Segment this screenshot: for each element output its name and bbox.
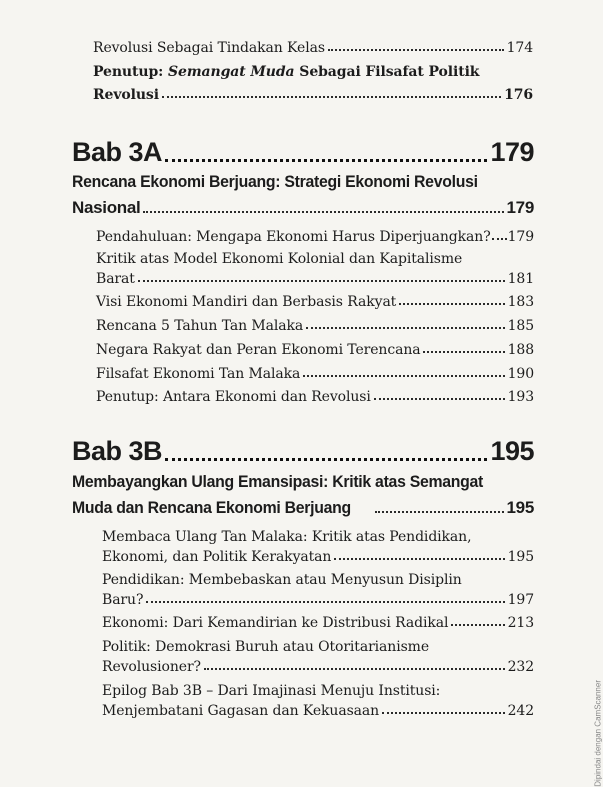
chapter-title-line1: Membayangkan Ulang Emansipasi: Kritik atas Semangat bbox=[72, 472, 484, 491]
scanner-watermark: Dipindai dengan CamScanner bbox=[594, 680, 603, 787]
toc-entry-line1: Kritik atas Model Ekonomi Kolonial dan Kapitalisme bbox=[96, 251, 463, 267]
chapter-label: Bab 3B bbox=[72, 436, 163, 466]
entry-title: Pendahuluan: Mengapa Ekonomi Harus Diperjuangkan? bbox=[96, 229, 491, 245]
entry-title: Revolusioner? bbox=[102, 659, 201, 675]
entry-suffix: Sebagai Filsafat Politik bbox=[294, 64, 480, 80]
toc-entry bbox=[96, 366, 534, 382]
toc-entry bbox=[102, 592, 534, 608]
toc-entry bbox=[102, 615, 534, 631]
entry-page: 197 bbox=[507, 592, 534, 608]
entry-page: 179 bbox=[507, 229, 534, 245]
entry-title: Rencana 5 Tahun Tan Malaka bbox=[96, 318, 304, 334]
entry-title: Penutup: Antara Ekonomi dan Revolusi bbox=[96, 389, 371, 405]
entry-title: Revolusi Sebagai Tindakan Kelas bbox=[93, 40, 325, 56]
entry-page: 176 bbox=[504, 87, 533, 103]
dot-leader bbox=[374, 398, 505, 400]
entry-title: Visi Ekonomi Mandiri dan Berbasis Rakyat bbox=[96, 294, 397, 310]
chapter-title-page: 195 bbox=[506, 498, 534, 517]
entry-page: 195 bbox=[507, 549, 534, 565]
chapter-heading bbox=[72, 137, 534, 168]
chapter-page: 195 bbox=[490, 436, 534, 466]
dot-leader bbox=[162, 96, 501, 98]
entry-title: Filsafat Ekonomi Tan Malaka bbox=[96, 366, 301, 382]
entry-page: 190 bbox=[507, 366, 534, 382]
entry-title: Baru? bbox=[102, 592, 144, 608]
chapter-title-line2: Nasional bbox=[72, 198, 141, 217]
toc-entry bbox=[96, 318, 534, 334]
toc-entry bbox=[96, 342, 534, 358]
entry-prefix: Penutup: bbox=[93, 64, 168, 80]
entry-title: Barat bbox=[96, 271, 135, 287]
toc-entry bbox=[96, 271, 534, 287]
toc-entry-line1: Epilog Bab 3B – Dari Imajinasi Menuju Institusi: bbox=[102, 683, 441, 699]
entry-page: 174 bbox=[506, 40, 533, 56]
toc-entry-line1: Pendidikan: Membebaskan atau Menyusun Disiplin bbox=[102, 572, 462, 588]
entry-title: Ekonomi, dan Politik Kerakyatan bbox=[102, 549, 332, 565]
entry-page: 185 bbox=[507, 318, 534, 334]
chapter-title bbox=[72, 498, 534, 518]
entry-title: Revolusi bbox=[93, 87, 159, 103]
toc-entry bbox=[102, 549, 534, 565]
dot-leader bbox=[306, 327, 504, 329]
toc-entry-line1: Politik: Demokrasi Buruh atau Otoritarianisme bbox=[102, 639, 430, 655]
entry-page: 181 bbox=[507, 271, 534, 287]
toc-entry-line1 bbox=[93, 64, 479, 80]
entry-title: Negara Rakyat dan Peran Ekonomi Terencana bbox=[96, 342, 421, 358]
dot-leader bbox=[492, 238, 507, 240]
dot-leader bbox=[375, 511, 504, 513]
entry-page: 242 bbox=[507, 703, 534, 719]
toc-entry bbox=[96, 229, 534, 245]
entry-page: 183 bbox=[507, 294, 534, 310]
chapter-title-line2: Muda dan Rencana Ekonomi Berjuang bbox=[72, 498, 351, 517]
entry-italic: Semangat Muda bbox=[168, 64, 295, 80]
entry-page: 193 bbox=[507, 389, 534, 405]
chapter-title bbox=[72, 198, 534, 218]
dot-leader bbox=[204, 668, 505, 670]
toc-entry bbox=[93, 87, 533, 103]
dot-leader bbox=[143, 211, 503, 213]
toc-entry bbox=[102, 659, 534, 675]
entry-title: Ekonomi: Dari Kemandirian ke Distribusi Radikal bbox=[102, 615, 449, 631]
dot-leader bbox=[303, 375, 504, 377]
toc-entry bbox=[93, 40, 533, 56]
chapter-title-line1: Rencana Ekonomi Berjuang: Strategi Ekonomi Revolusi bbox=[72, 172, 478, 191]
dot-leader bbox=[138, 280, 505, 282]
entry-title: Menjembatani Gagasan dan Kekuasaan bbox=[102, 703, 380, 719]
dot-leader bbox=[382, 712, 504, 714]
toc-entry bbox=[96, 294, 534, 310]
dot-leader bbox=[165, 458, 487, 461]
chapter-heading bbox=[72, 436, 534, 467]
entry-page: 232 bbox=[507, 659, 534, 675]
chapter-title-page: 179 bbox=[506, 198, 534, 217]
dot-leader bbox=[451, 624, 504, 626]
dot-leader bbox=[399, 303, 504, 305]
entry-page: 188 bbox=[507, 342, 534, 358]
entry-page: 213 bbox=[507, 615, 534, 631]
chapter-page: 179 bbox=[490, 137, 534, 167]
toc-entry bbox=[96, 389, 534, 405]
toc-entry-line1: Membaca Ulang Tan Malaka: Kritik atas Pendidikan, bbox=[102, 529, 472, 545]
dot-leader bbox=[334, 558, 504, 560]
dot-leader bbox=[328, 49, 504, 51]
toc-entry bbox=[102, 703, 534, 719]
chapter-label: Bab 3A bbox=[72, 137, 163, 167]
dot-leader bbox=[165, 159, 487, 162]
dot-leader bbox=[423, 351, 504, 353]
dot-leader bbox=[146, 601, 504, 603]
